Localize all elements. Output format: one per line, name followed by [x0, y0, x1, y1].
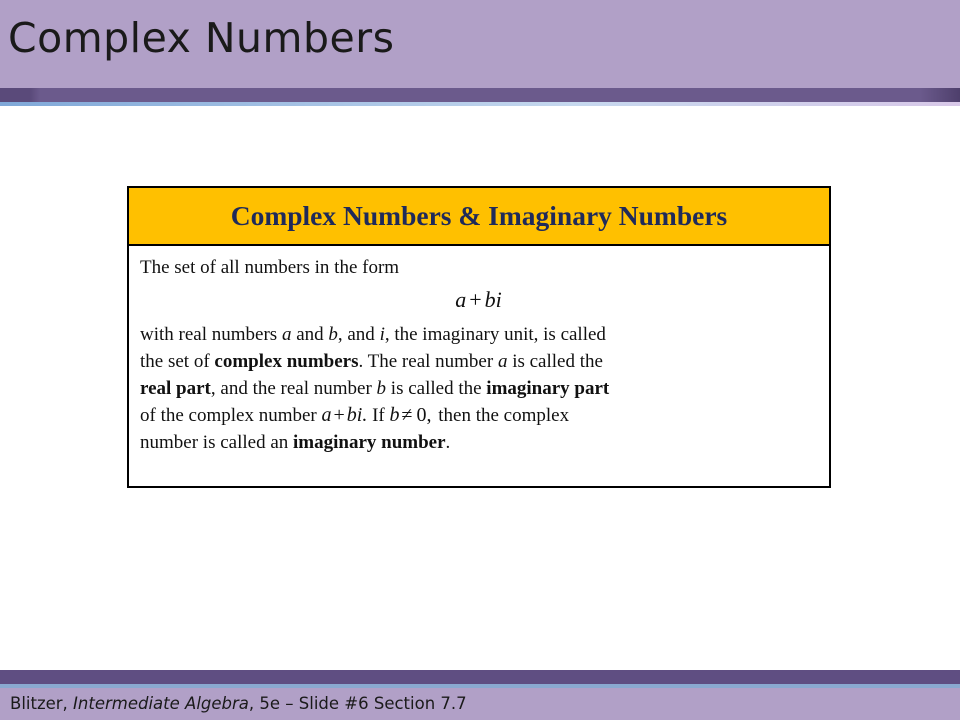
term-complex-numbers: complex numbers	[214, 351, 359, 372]
paragraph-line-1: with real numbers a and b, and i, the imaginary unit, is called	[140, 324, 606, 345]
math-a-plus-bi: a + bi.	[321, 404, 368, 426]
footer-divider	[0, 670, 960, 684]
paragraph-line-4: of the complex number a + bi. If b ≠ 0, then the complex	[140, 404, 570, 426]
formula-bi: bi	[484, 287, 502, 312]
formula-a-plus-bi	[140, 285, 817, 315]
header-divider	[0, 88, 960, 102]
footer-book-title: Intermediate Algebra	[73, 694, 249, 713]
definition-body	[129, 246, 829, 456]
definition-heading: Complex Numbers & Imaginary Numbers	[129, 188, 829, 246]
title-bar	[0, 0, 960, 88]
term-real-part: real part	[140, 378, 211, 399]
slide-title: Complex Numbers	[8, 14, 395, 62]
footer-bar	[0, 688, 960, 720]
paragraph-line-3: real part, and the real number b is called the imaginary part	[140, 378, 610, 399]
paragraph-line-5: number is called an imaginary number.	[140, 432, 451, 453]
math-b-not-zero: b ≠ 0,	[389, 404, 432, 426]
definition-intro: The set of all numbers in the form	[140, 257, 400, 278]
formula-a: a	[455, 287, 467, 312]
footer-citation: Blitzer, Intermediate Algebra, 5e – Slide #6 Section 7.7	[10, 694, 467, 713]
term-imaginary-part: imaginary part	[486, 378, 610, 399]
definition-paragraph	[140, 321, 817, 456]
header-accent-line	[0, 102, 960, 106]
term-imaginary-number: imaginary number	[293, 432, 446, 453]
paragraph-line-2: the set of complex numbers. The real number a is called the	[140, 351, 603, 372]
formula-plus: +	[469, 287, 482, 312]
definition-box	[127, 186, 831, 488]
